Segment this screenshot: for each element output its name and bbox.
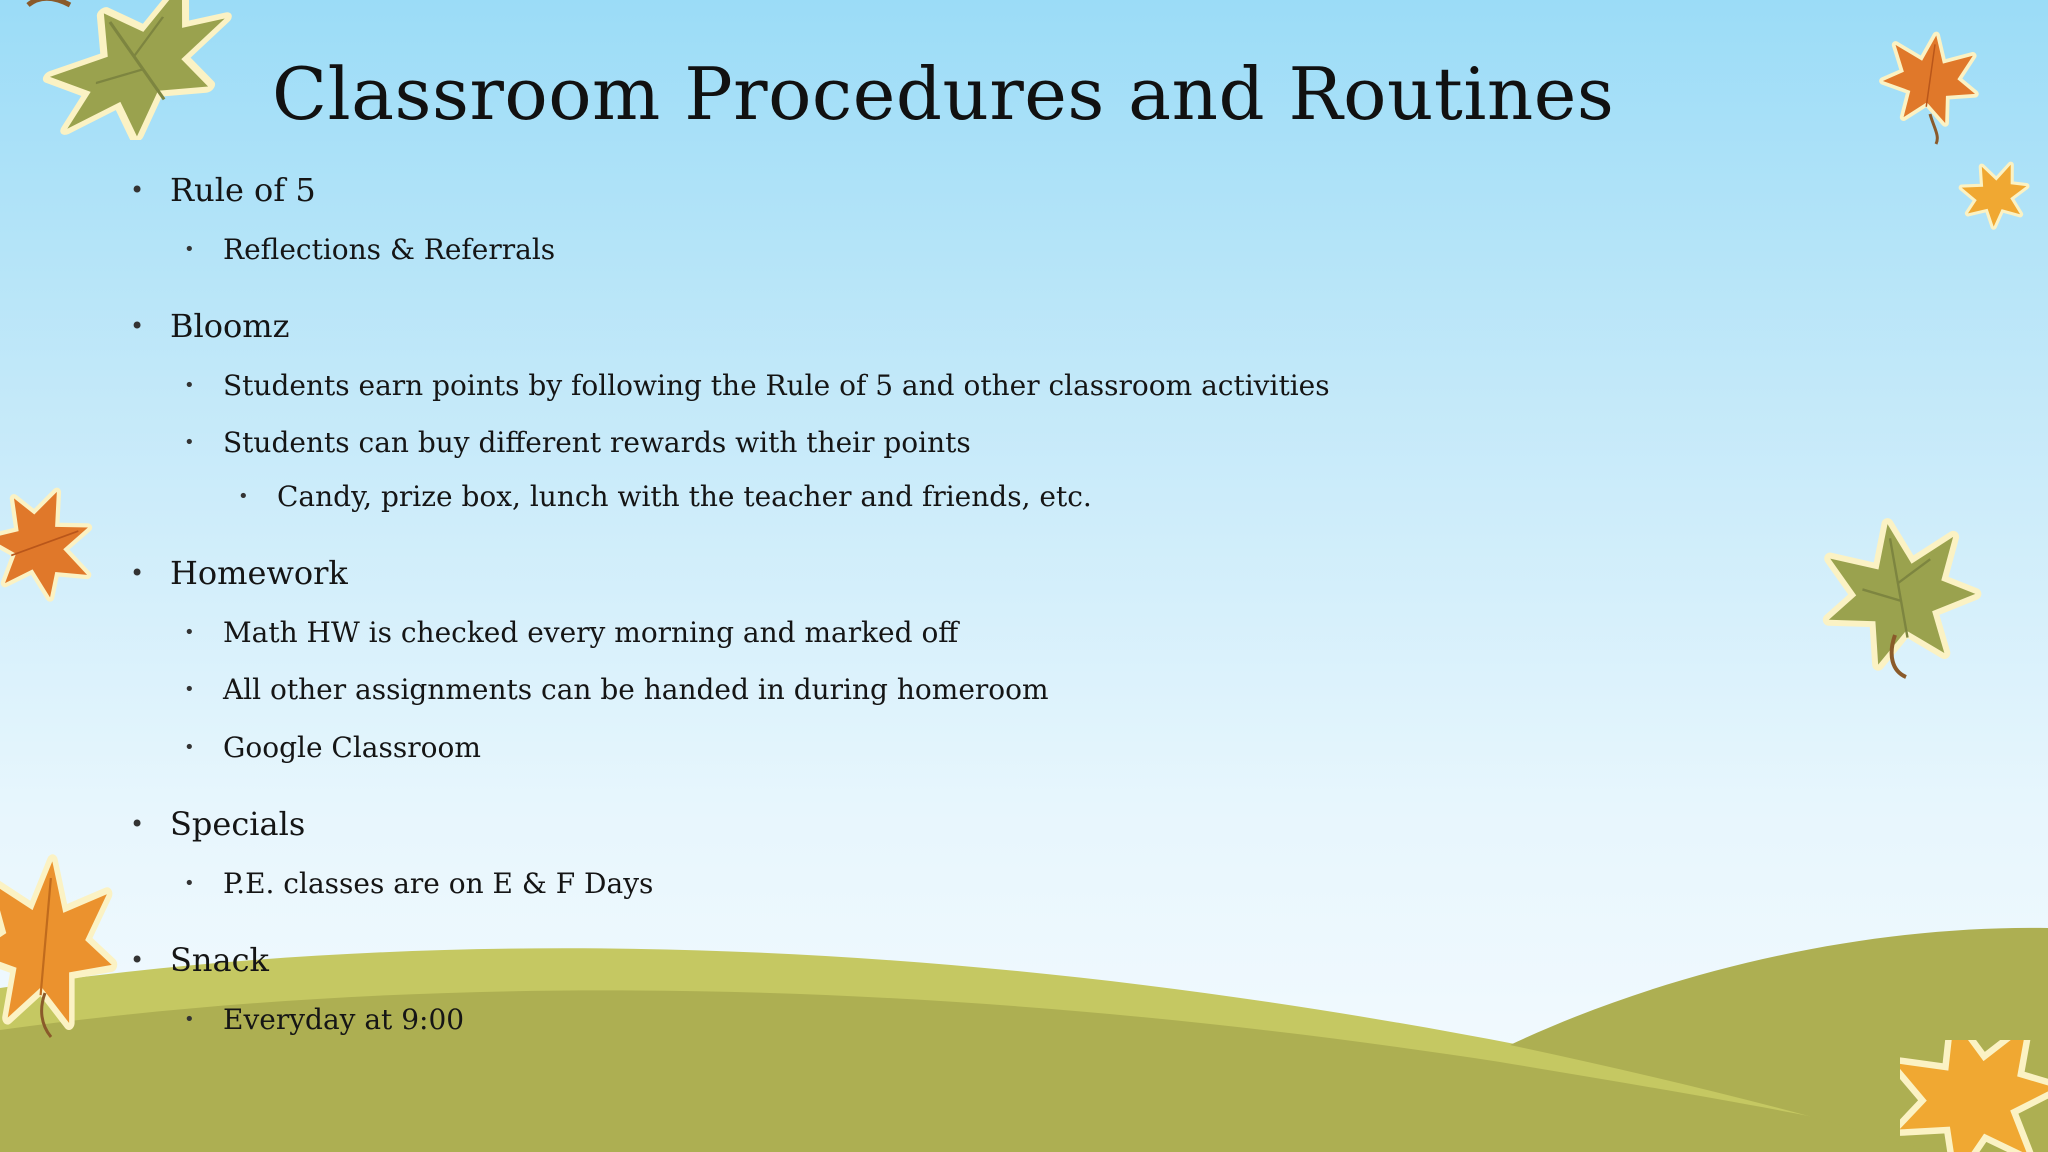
list-item-text: All other assignments can be handed in during homeroom — [223, 673, 1049, 706]
bullet-dot: • — [184, 622, 195, 643]
list-item-text: Everyday at 9:00 — [223, 1003, 465, 1036]
bullet-dot: • — [184, 873, 195, 894]
bullet-dot: • — [184, 737, 195, 758]
list-item — [130, 940, 269, 980]
list-item — [184, 426, 971, 460]
list-item-text: Homework — [170, 554, 348, 592]
list-item-text: Math HW is checked every morning and marked off — [223, 616, 959, 649]
list-item — [184, 731, 481, 765]
list-item — [130, 170, 316, 210]
list-item-text: Specials — [170, 805, 306, 843]
yellow-leaf-icon — [1955, 155, 2035, 235]
green-leaf-icon — [1810, 495, 1990, 695]
bullet-dot: • — [184, 1009, 195, 1030]
bullet-dot: • — [130, 810, 145, 838]
bullet-dot: • — [238, 486, 249, 507]
list-item-text: Snack — [170, 941, 269, 979]
list-item — [130, 306, 289, 346]
list-item — [184, 369, 1330, 403]
list-item — [184, 673, 1049, 707]
list-item-text: Students earn points by following the Rule of 5 and other classroom activities — [223, 369, 1330, 402]
list-item — [130, 553, 348, 593]
list-item — [130, 804, 305, 844]
bullet-dot: • — [184, 432, 195, 453]
list-item-text: Rule of 5 — [170, 171, 316, 209]
bullet-dot: • — [184, 239, 195, 260]
list-item-text: Students can buy different rewards with their points — [223, 426, 971, 459]
list-item — [184, 1003, 464, 1037]
list-item — [184, 867, 653, 901]
list-item — [184, 616, 958, 650]
bullet-dot: • — [130, 312, 145, 340]
bullet-dot: • — [130, 559, 145, 587]
list-item — [238, 480, 1092, 514]
list-item-text: Google Classroom — [223, 731, 481, 764]
bullet-dot: • — [184, 679, 195, 700]
slide-title: Classroom Procedures and Routines — [272, 52, 1615, 136]
yellow-leaf-icon — [1900, 1040, 2048, 1152]
bullet-dot: • — [130, 176, 145, 204]
list-item-text: Bloomz — [170, 307, 290, 345]
list-item-text: Reflections & Referrals — [223, 233, 556, 266]
green-leaf-icon — [20, 0, 260, 140]
orange-leaf-icon — [1870, 15, 1990, 145]
list-item — [184, 233, 555, 267]
bullet-dot: • — [130, 946, 145, 974]
yellow-leaf-icon — [0, 845, 125, 1045]
list-item-text: Candy, prize box, lunch with the teacher and friends, etc. — [277, 480, 1092, 513]
bullet-dot: • — [184, 375, 195, 396]
orange-leaf-icon — [0, 480, 110, 610]
list-item-text: P.E. classes are on E & F Days — [223, 867, 654, 900]
